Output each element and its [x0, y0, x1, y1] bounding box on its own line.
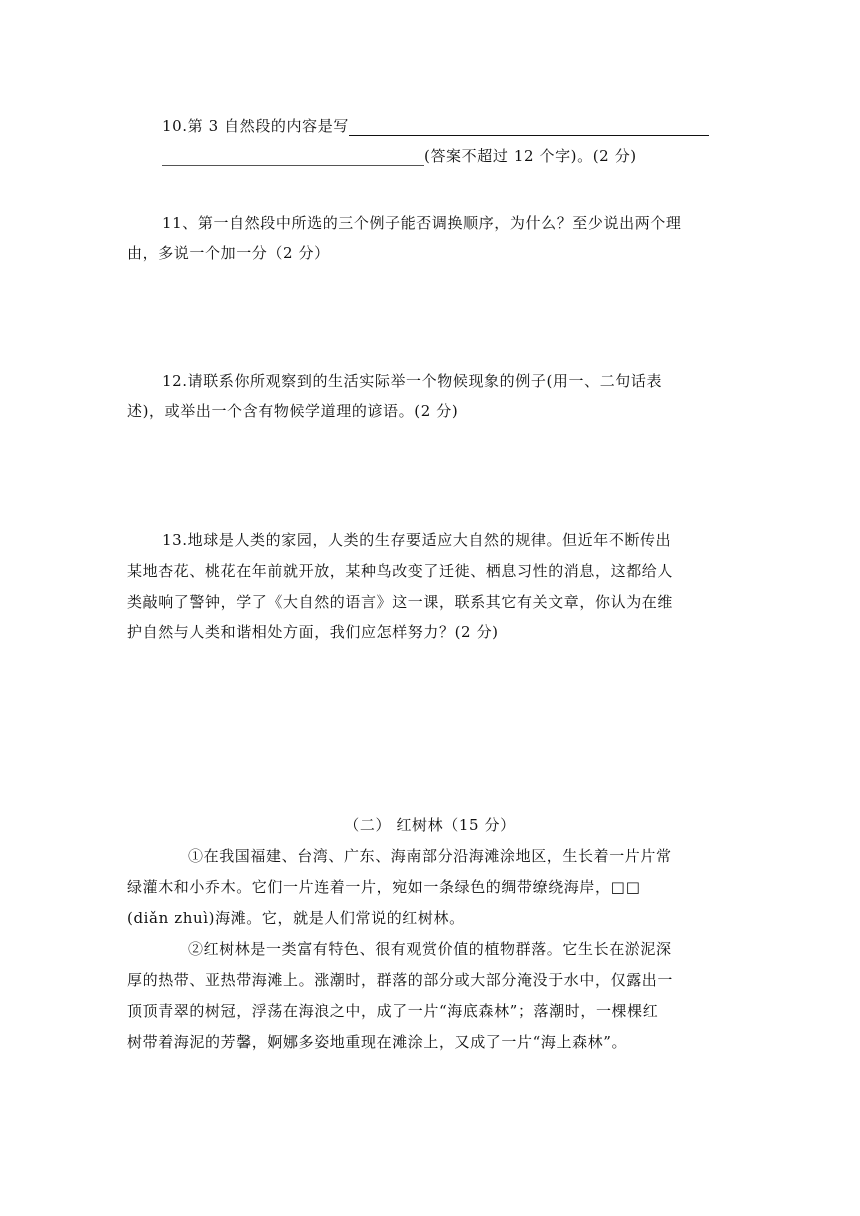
question-13-line-3: 类敲响了警钟，学了《大自然的语言》这一课，联系其它有关文章，你认为在维: [127, 593, 674, 611]
section-2-p2-line-2: 厚的热带、亚热带海滩上。涨潮时，群落的部分或大部分淹没于水中，仅露出一: [127, 971, 674, 989]
section-2-p2-line-1: ②红树林是一类富有特色、很有观赏价值的植物群落。它生长在淤泥深: [188, 940, 672, 958]
question-10-line-1: [162, 116, 709, 136]
question-13-line-4: 护自然与人类和谐相处方面，我们应怎样努力？(2 分): [127, 623, 499, 641]
question-13-line-1: 13.地球是人类的家园，人类的生存要适应大自然的规律。但近年不断传出: [162, 531, 672, 549]
fill-in-boxes[interactable]: □□: [610, 878, 641, 896]
question-12-line-2: 述)，或举出一个含有物候学道理的谚语。(2 分): [127, 402, 459, 420]
question-11-line-1: 11、第一自然段中所选的三个例子能否调换顺序，为什么？至少说出两个理: [162, 214, 682, 232]
section-2-p1-line-1: ①在我国福建、台湾、广东、海南部分沿海滩涂地区，生长着一片片常: [188, 847, 672, 865]
section-2-p2-line-4: 树带着海泥的芳馨，婀娜多姿地重现在滩涂上，又成了一片“海上森林”。: [127, 1033, 628, 1051]
question-10-prefix: 10.第 3 自然段的内容是写: [162, 117, 349, 135]
section-2-p1-line-3: (diǎn zhuì)海滩。它，就是人们常说的红树林。: [127, 909, 465, 927]
question-10-line-2: [162, 146, 637, 166]
section-2-p1-line-2: [127, 877, 641, 897]
answer-blank-line[interactable]: [349, 119, 709, 136]
question-10-suffix: (答案不超过 12 个字)。(2 分): [424, 147, 637, 165]
section-2-p2-line-3: 顶顶青翠的树冠，浮荡在海浪之中，成了一片“海底森林”；落潮时，一棵棵红: [127, 1002, 659, 1020]
section-2-title: （二） 红树林（15 分）: [344, 816, 516, 834]
question-11-line-2: 由，多说一个加一分（2 分）: [127, 244, 330, 262]
answer-blank-line[interactable]: [162, 149, 424, 166]
question-12-line-1: 12.请联系你所观察到的生活实际举一个物候现象的例子(用一、二句话表: [162, 372, 663, 390]
section-2-p1-line-2-text: 绿灌木和小乔木。它们一片连着一片，宛如一条绿色的绸带缭绕海岸，: [127, 878, 611, 896]
question-13-line-2: 某地杏花、桃花在年前就开放，某种鸟改变了迁徙、栖息习性的消息，这都给人: [127, 562, 674, 580]
